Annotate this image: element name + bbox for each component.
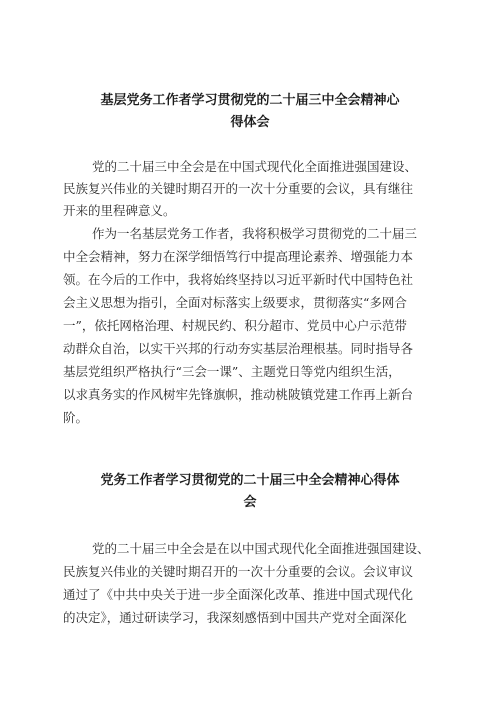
article-1-paragraph-line: 会主义思想为指引，全面对标落实上级要求，贯彻落实“多网合 xyxy=(63,295,407,310)
article-2-paragraph-line: 党的二十届三中全会是在以中国式现代化全面推进强国建设、 xyxy=(92,541,430,556)
article-1-paragraph-line: 动群众自治，以实干兴邦的行动夯实基层治理根基。同时指导各 xyxy=(63,341,414,356)
article-2-paragraph-line: 的决定》，通过研读学习，我深刻感悟到中国共产党对全面深化 xyxy=(63,610,407,625)
article-1-paragraph-line: 党的二十届三中全会是在中国式现代化全面推进强国建设、 xyxy=(92,159,418,174)
article-1-paragraph-line: 阶。 xyxy=(63,410,89,425)
article-1-paragraph-line: 中全会精神，努力在深学细悟笃行中提高理论素养、增强能力本 xyxy=(63,249,414,264)
article-1-paragraph-line: 基层党组织严格执行“三会一课”、主题党日等党内组织生活， xyxy=(63,364,401,379)
article-1-paragraph-line: 一”，依托网格治理、村规民约、积分超市、党员中心户示范带 xyxy=(63,318,407,333)
article-1-paragraph-line: 作为一名基层党务工作者，我将积极学习贯彻党的二十届三 xyxy=(92,226,418,241)
article-2-title-line-2: 会 xyxy=(243,495,257,510)
article-1-paragraph-line: 领。在今后的工作中，我将始终坚持以习近平新时代中国特色社 xyxy=(63,272,414,287)
article-1-title-line-2: 得体会 xyxy=(230,115,270,130)
article-1-paragraph-line: 民族复兴伟业的关键时期召开的一次十分重要的会议，具有继往 xyxy=(63,181,414,196)
article-1-paragraph-line: 以求真务实的作风树牢先锋旗帜，推动桃陂镇党建工作再上新台 xyxy=(63,387,414,402)
article-2-title-line-1: 党务工作者学习贯彻党的二十届三中全会精神心得体 xyxy=(100,473,400,488)
article-1-title-line-1: 基层党务工作者学习贯彻党的二十届三中全会精神心 xyxy=(100,93,400,108)
article-1-paragraph-line: 开来的里程碑意义。 xyxy=(63,203,176,218)
article-2-paragraph-line: 通过了《中共中央关于进一步全面深化改革、推进中国式现代化 xyxy=(63,587,414,602)
article-2-paragraph-line: 民族复兴伟业的关键时期召开的一次十分重要的会议。会议审议 xyxy=(63,564,414,579)
